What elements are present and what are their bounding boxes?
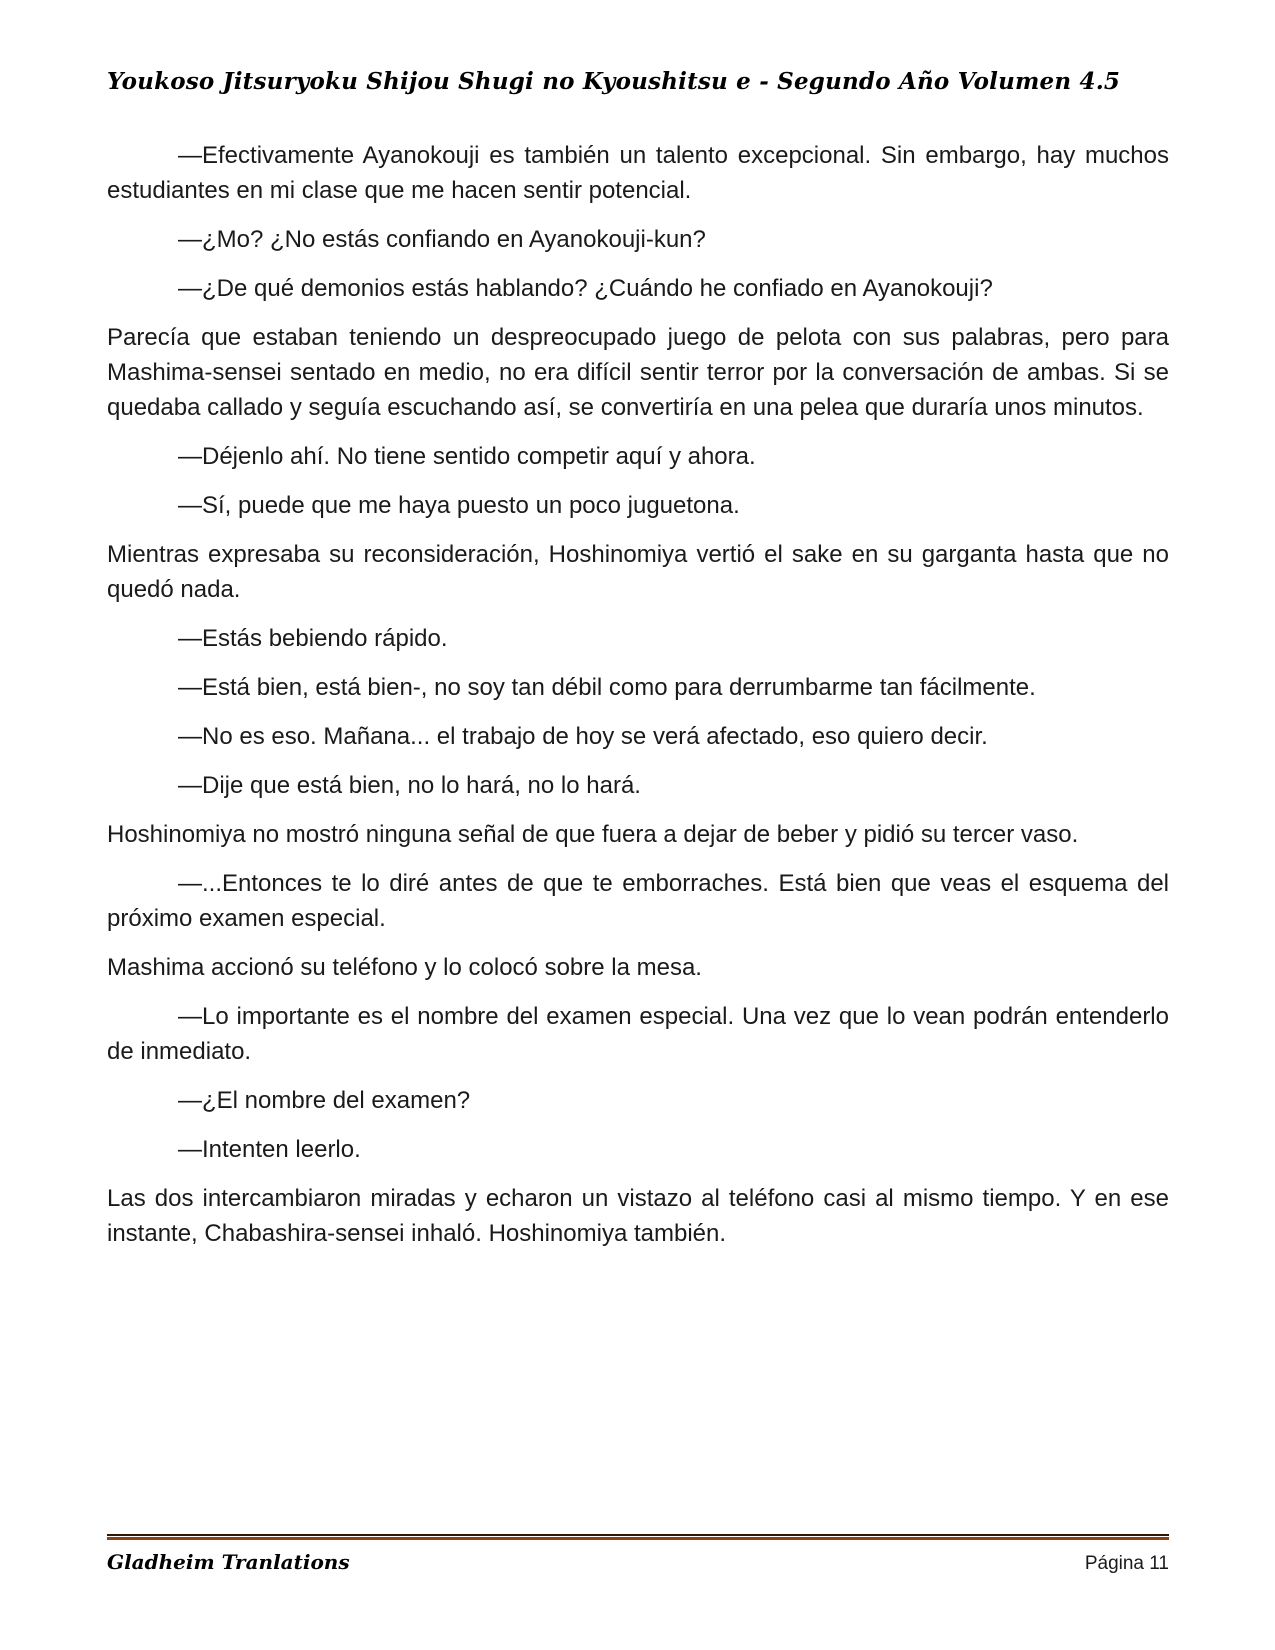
dialogue-paragraph: —¿Mo? ¿No estás confiando en Ayanokouji-kun?: [178, 226, 706, 253]
dialogue-paragraph: —No es eso. Mañana... el trabajo de hoy se verá afectado, eso quiero decir.: [178, 723, 988, 750]
dialogue-paragraph: —Efectivamente Ayanokouji es también un talento excepcional. Sin embargo, hay muchos estudiantes en mi clase que me hacen sentir potencial.: [107, 142, 1169, 204]
dialogue-paragraph: —Estás bebiendo rápido.: [178, 625, 448, 652]
dialogue-paragraph: —Déjenlo ahí. No tiene sentido competir aquí y ahora.: [178, 443, 756, 470]
dialogue-paragraph: —¿El nombre del examen?: [178, 1087, 471, 1114]
narration-paragraph: Las dos intercambiaron miradas y echaron un vistazo al teléfono casi al mismo tiempo. Y en ese instante, Chabashira-sensei inhaló. Hoshinomiya también.: [107, 1185, 1169, 1247]
narration-paragraph: Mientras expresaba su reconsideración, Hoshinomiya vertió el sake en su garganta hasta que no quedó nada.: [107, 541, 1169, 603]
dialogue-paragraph: —Dije que está bien, no lo hará, no lo hará.: [178, 772, 641, 799]
narration-paragraph: Mashima accionó su teléfono y lo colocó sobre la mesa.: [107, 954, 702, 981]
document-title: Youkoso Jitsuryoku Shijou Shugi no Kyoushitsu e - Segundo Año Volumen 4.5: [107, 68, 1121, 95]
dialogue-paragraph: —Lo importante es el nombre del examen especial. Una vez que lo vean podrán entenderlo de inmediato.: [107, 1003, 1169, 1065]
dialogue-paragraph: —...Entonces te lo diré antes de que te emborraches. Está bien que veas el esquema del próximo examen especial.: [107, 870, 1169, 932]
page-footer: [107, 1534, 1169, 1575]
narration-paragraph: Hoshinomiya no mostró ninguna señal de que fuera a dejar de beber y pidió su tercer vaso.: [107, 821, 1079, 848]
dialogue-paragraph: —Sí, puede que me haya puesto un poco juguetona.: [178, 492, 740, 519]
document-body: [107, 138, 1169, 1265]
dialogue-paragraph: —¿De qué demonios estás hablando? ¿Cuándo he confiado en Ayanokouji?: [178, 275, 993, 302]
page-header: [107, 68, 1169, 95]
page-number: Página 11: [1084, 1553, 1169, 1574]
narration-paragraph: Parecía que estaban teniendo un despreocupado juego de pelota con sus palabras, pero para Mashima-sensei sentado en medio, no era difícil sentir terror por la conversación de ambas. Si se quedaba callado y seguía escuchando así, se convertiría en una pelea que duraría unos minutos.: [107, 324, 1169, 421]
translator-credit: Gladheim Tranlations: [107, 1550, 350, 1574]
dialogue-paragraph: —Está bien, está bien-, no soy tan débil como para derrumbarme tan fácilmente.: [178, 674, 1036, 701]
footer-row: [107, 1550, 1169, 1575]
dialogue-paragraph: —Intenten leerlo.: [178, 1136, 361, 1163]
footer-divider: [107, 1534, 1169, 1540]
